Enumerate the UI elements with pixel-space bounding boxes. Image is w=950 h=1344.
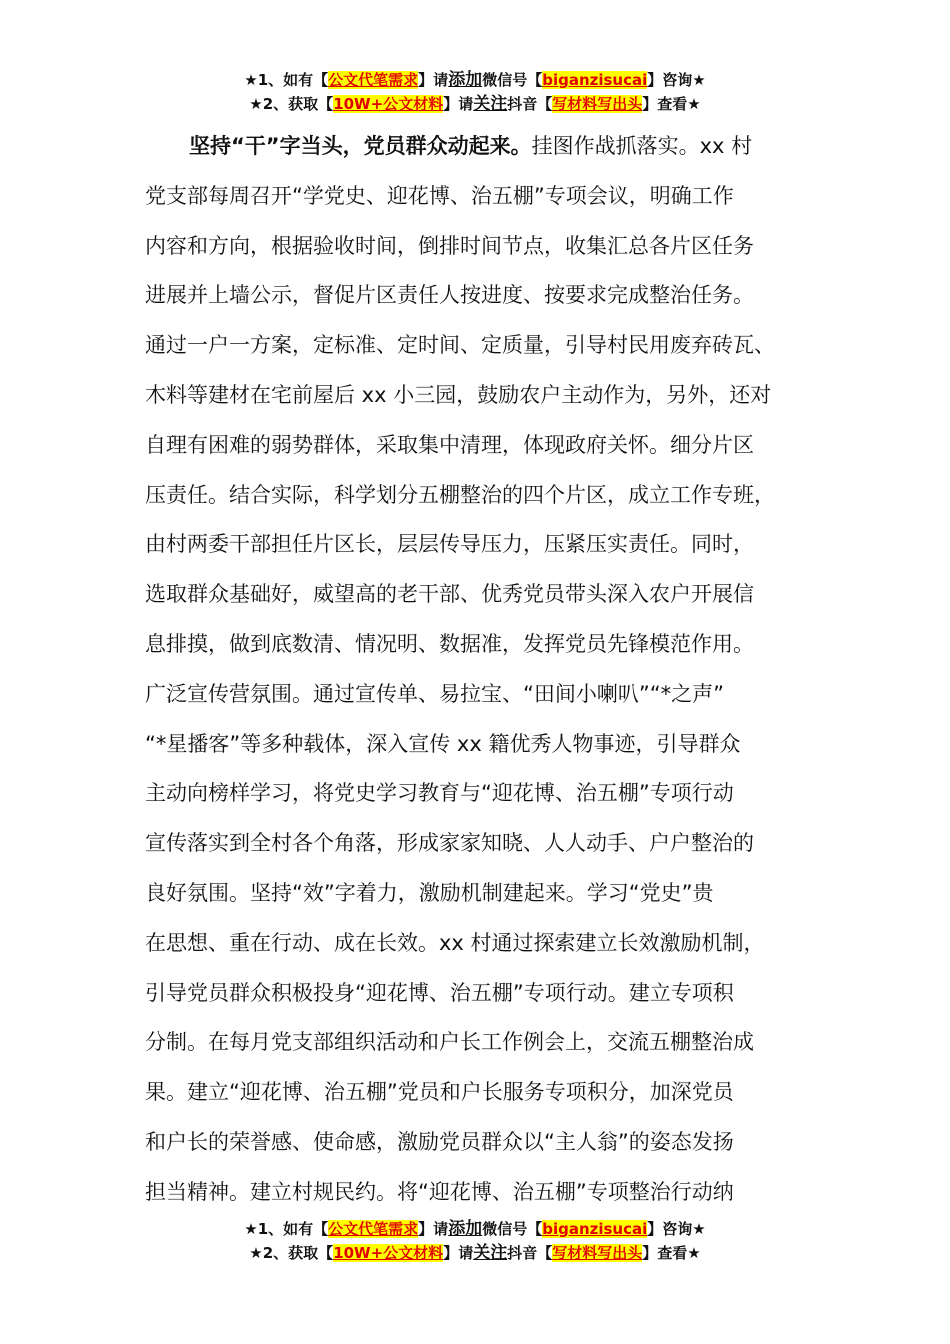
banner-line-1	[0, 1217, 950, 1241]
text-line: 在思想、重在行动、成在长效。xx 村通过探索建立长效激励机制，	[145, 930, 765, 955]
text-line: 木料等建材在宅前屋后 xx 小三园，鼓励农户主动作为，另外，还对	[145, 382, 772, 407]
highlight: 公文代笔需求	[328, 71, 419, 89]
text: 挂图作战抓落实。xx 村	[531, 134, 753, 158]
text: 微信号【	[482, 71, 543, 89]
highlight: 写材料写出头	[552, 95, 643, 113]
text-line: 分制。在每月党支部组织活动和户长工作例会上，交流五棚整治成	[145, 1030, 754, 1055]
text-line: 由村两委干部担任片区长，层层传导压力，压紧压实责任。同时，	[145, 532, 754, 557]
underlined-text: 添加	[448, 1219, 483, 1239]
text-line: 进展并上墙公示，督促片区责任人按进度、按要求完成整治任务。	[145, 283, 754, 308]
body-text	[145, 128, 825, 1224]
text: 微信号【	[482, 1220, 543, 1238]
banner-line-2	[0, 92, 950, 116]
text: ★1、如有【	[244, 71, 329, 89]
underlined-text: 关注	[473, 94, 508, 114]
text-line: 主动向榜样学习，将党史学习教育与“迎花博、治五棚”专项行动	[145, 781, 734, 806]
highlight: 写材料写出头	[552, 1244, 643, 1262]
text: ★2、获取【	[249, 95, 334, 113]
text: 】查看★	[642, 95, 701, 113]
highlight: 公文代笔需求	[328, 1220, 419, 1238]
text-line: 选取群众基础好，威望高的老干部、优秀党员带头深入农户开展信	[145, 582, 754, 607]
ad-banner-top	[0, 68, 950, 116]
text-line: 通过一户一方案，定标准、定时间、定质量，引导村民用废弃砖瓦、	[145, 333, 775, 358]
banner-line-1	[0, 68, 950, 92]
text-line: 宣传落实到全村各个角落，形成家家知晓、人人动手、户户整治的	[145, 831, 754, 856]
text-line: 良好氛围。坚持“效”字着力，激励机制建起来。学习“党史”贵	[145, 880, 714, 905]
text-line: 自理有困难的弱势群体，采取集中清理，体现政府关怀。细分片区	[145, 432, 754, 457]
text-line: 和户长的荣誉感、使命感，激励党员群众以“主人翁”的姿态发扬	[145, 1129, 734, 1154]
text-line: 息排摸，做到底数清、情况明、数据准，发挥党员先锋模范作用。	[145, 631, 754, 656]
text-line: 党支部每周召开“学党史、迎花博、治五棚”专项会议，明确工作	[145, 183, 734, 208]
text: 】请	[443, 1244, 474, 1262]
text-line: 果。建立“迎花博、治五棚”党员和户长服务专项积分，加深党员	[145, 1080, 734, 1105]
highlight: 10W+公文材料	[333, 1244, 444, 1262]
text-line: 广泛宣传营氛围。通过宣传单、易拉宝、“田间小喇叭”“*之声”	[145, 681, 725, 706]
banner-line-2	[0, 1241, 950, 1265]
text: 】查看★	[642, 1244, 701, 1262]
text: 】请	[418, 71, 449, 89]
text-line: 压责任。结合实际，科学划分五棚整治的四个片区，成立工作专班，	[145, 482, 775, 507]
highlight: biganzisucai	[542, 1220, 648, 1238]
text-line: “*星播客”等多种载体，深入宣传 xx 籍优秀人物事迹，引导群众	[145, 731, 741, 756]
text: 】请	[443, 95, 474, 113]
text: 抖音【	[507, 95, 553, 113]
ad-banner-bottom	[0, 1217, 950, 1265]
text-line: 担当精神。建立村规民约。将“迎花博、治五棚”专项整治行动纳	[145, 1179, 734, 1204]
text: ★2、获取【	[249, 1244, 334, 1262]
highlight: 10W+公文材料	[333, 95, 444, 113]
bold-heading: 坚持“干”字当头，党员群众动起来。	[189, 134, 532, 158]
text-line: 内容和方向，根据验收时间，倒排时间节点，收集汇总各片区任务	[145, 233, 754, 258]
text: ★1、如有【	[244, 1220, 329, 1238]
underlined-text: 关注	[473, 1243, 508, 1263]
text: 】咨询★	[647, 1220, 706, 1238]
paragraph-first-line	[145, 128, 825, 178]
text: 抖音【	[507, 1244, 553, 1262]
text: 】请	[418, 1220, 449, 1238]
highlight: biganzisucai	[542, 71, 648, 89]
text-line: 引导党员群众积极投身“迎花博、治五棚”专项行动。建立专项积	[145, 980, 734, 1005]
text: 】咨询★	[647, 71, 706, 89]
underlined-text: 添加	[448, 70, 483, 90]
